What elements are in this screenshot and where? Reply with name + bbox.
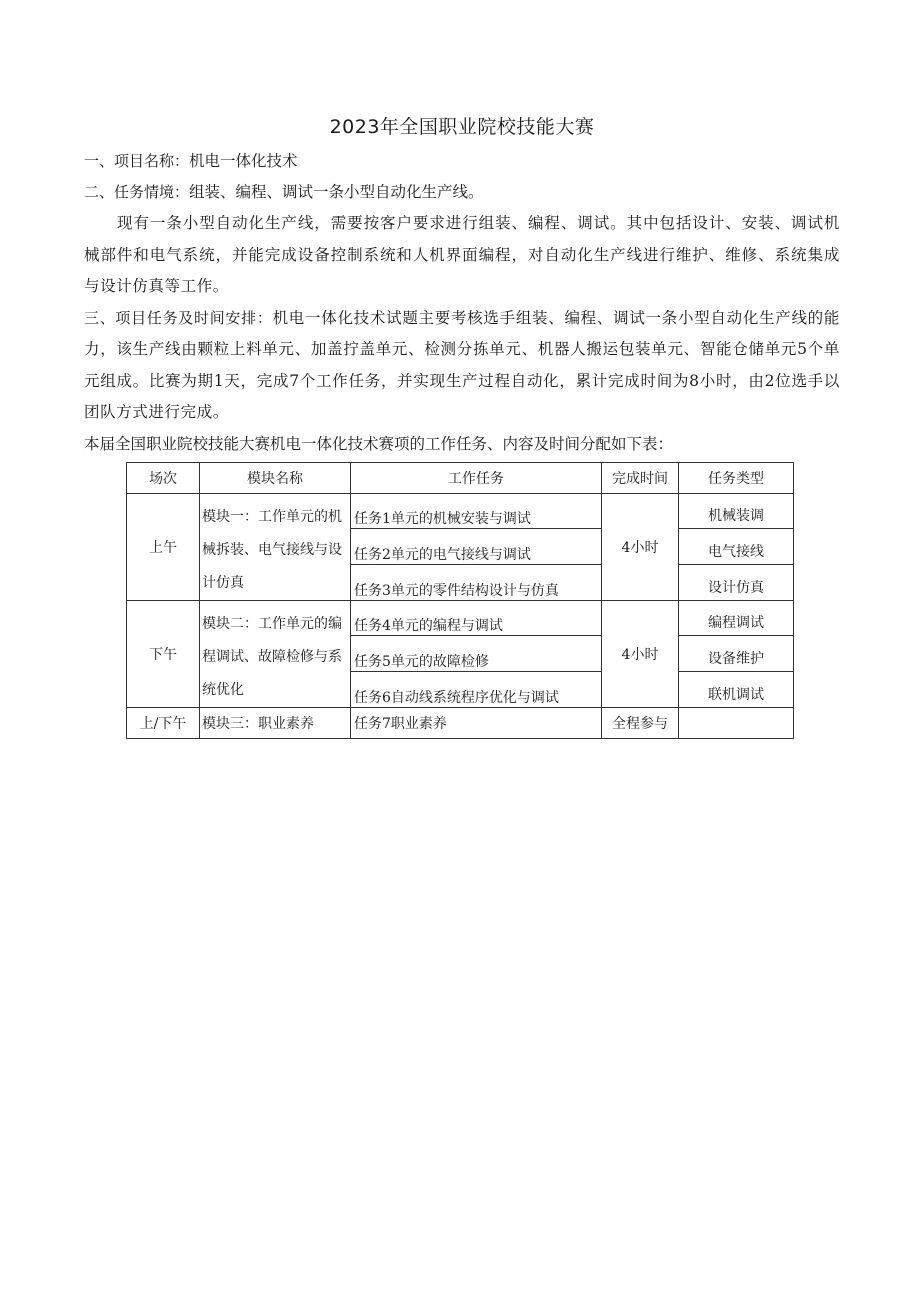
task-cell: 任务2单元的电气接线与调试	[351, 529, 602, 565]
all-day-session: 上/下午	[127, 707, 200, 738]
project-name-label: 一、项目名称：	[84, 152, 190, 170]
table-header-row	[127, 462, 794, 493]
all-day-time: 全程参与	[602, 707, 679, 738]
afternoon-time: 4小时	[602, 600, 679, 707]
morning-module: 模块一：工作单元的机械拆装、电气接线与设计仿真	[200, 493, 351, 600]
schedule-text: 机电一体化技术试题主要考核选手组装、编程、调试一条小型自动化生产线的能力，该生产线由颗粒上料单元、加盖拧盖单元、检测分拣单元、机器人搬运包装单元、智能仓储单元5个单元组成。比赛为期1天，完成7个工作任务，并实现生产过程自动化，累计完成时间为8小时，由2位选手以团队方式进行完成。	[84, 308, 840, 421]
project-name-line	[84, 146, 840, 177]
task-cell: 任务5单元的故障检修	[351, 636, 602, 672]
afternoon-module: 模块二：工作单元的编程调试、故障检修与系统优化	[200, 600, 351, 707]
table-intro: 本届全国职业院校技能大赛机电一体化技术赛项的工作任务、内容及时间分配如下表：	[84, 434, 674, 453]
task-scenario-label: 二、任务情境：	[84, 183, 190, 201]
table-row	[127, 493, 794, 529]
task-cell: 任务4单元的编程与调试	[351, 600, 602, 636]
task-type-cell: 设备维护	[679, 636, 794, 672]
document-page	[84, 112, 840, 739]
all-day-module: 模块三：职业素养	[200, 707, 351, 738]
table-row	[127, 600, 794, 636]
header-time: 完成时间	[602, 462, 679, 493]
afternoon-session: 下午	[127, 600, 200, 707]
table-row	[127, 707, 794, 738]
task-type-cell: 编程调试	[679, 600, 794, 636]
header-task: 工作任务	[351, 462, 602, 493]
project-name-value: 机电一体化技术	[189, 152, 298, 170]
task-cell: 任务1单元的机械安装与调试	[351, 493, 602, 529]
task-schedule-table	[126, 462, 794, 739]
schedule-label: 三、项目任务及时间安排：	[84, 308, 273, 327]
header-session: 场次	[127, 462, 200, 493]
schedule-paragraph	[84, 303, 840, 429]
task-type-cell: 机械装调	[679, 493, 794, 529]
task-type-cell: 设计仿真	[679, 564, 794, 600]
morning-session: 上午	[127, 493, 200, 600]
scenario-paragraph: 现有一条小型自动化生产线，需要按客户要求进行组装、编程、调试。其中包括设计、安装、调试机械部件和电气系统，并能完成设备控制系统和人机界面编程，对自动化生产线进行维护、维修、系统集成与设计仿真等工作。	[84, 214, 840, 295]
task-type-cell	[679, 707, 794, 738]
task-cell: 任务7职业素养	[351, 707, 602, 738]
document-title: 2023年全国职业院校技能大赛	[329, 116, 595, 138]
task-type-cell: 电气接线	[679, 529, 794, 565]
task-scenario-line	[84, 177, 840, 208]
header-type: 任务类型	[679, 462, 794, 493]
task-scenario-value: 组装、编程、调试一条小型自动化生产线。	[189, 183, 484, 201]
morning-time: 4小时	[602, 493, 679, 600]
task-cell: 任务3单元的零件结构设计与仿真	[351, 564, 602, 600]
header-module: 模块名称	[200, 462, 351, 493]
task-cell: 任务6自动线系统程序优化与调试	[351, 671, 602, 707]
task-type-cell: 联机调试	[679, 671, 794, 707]
